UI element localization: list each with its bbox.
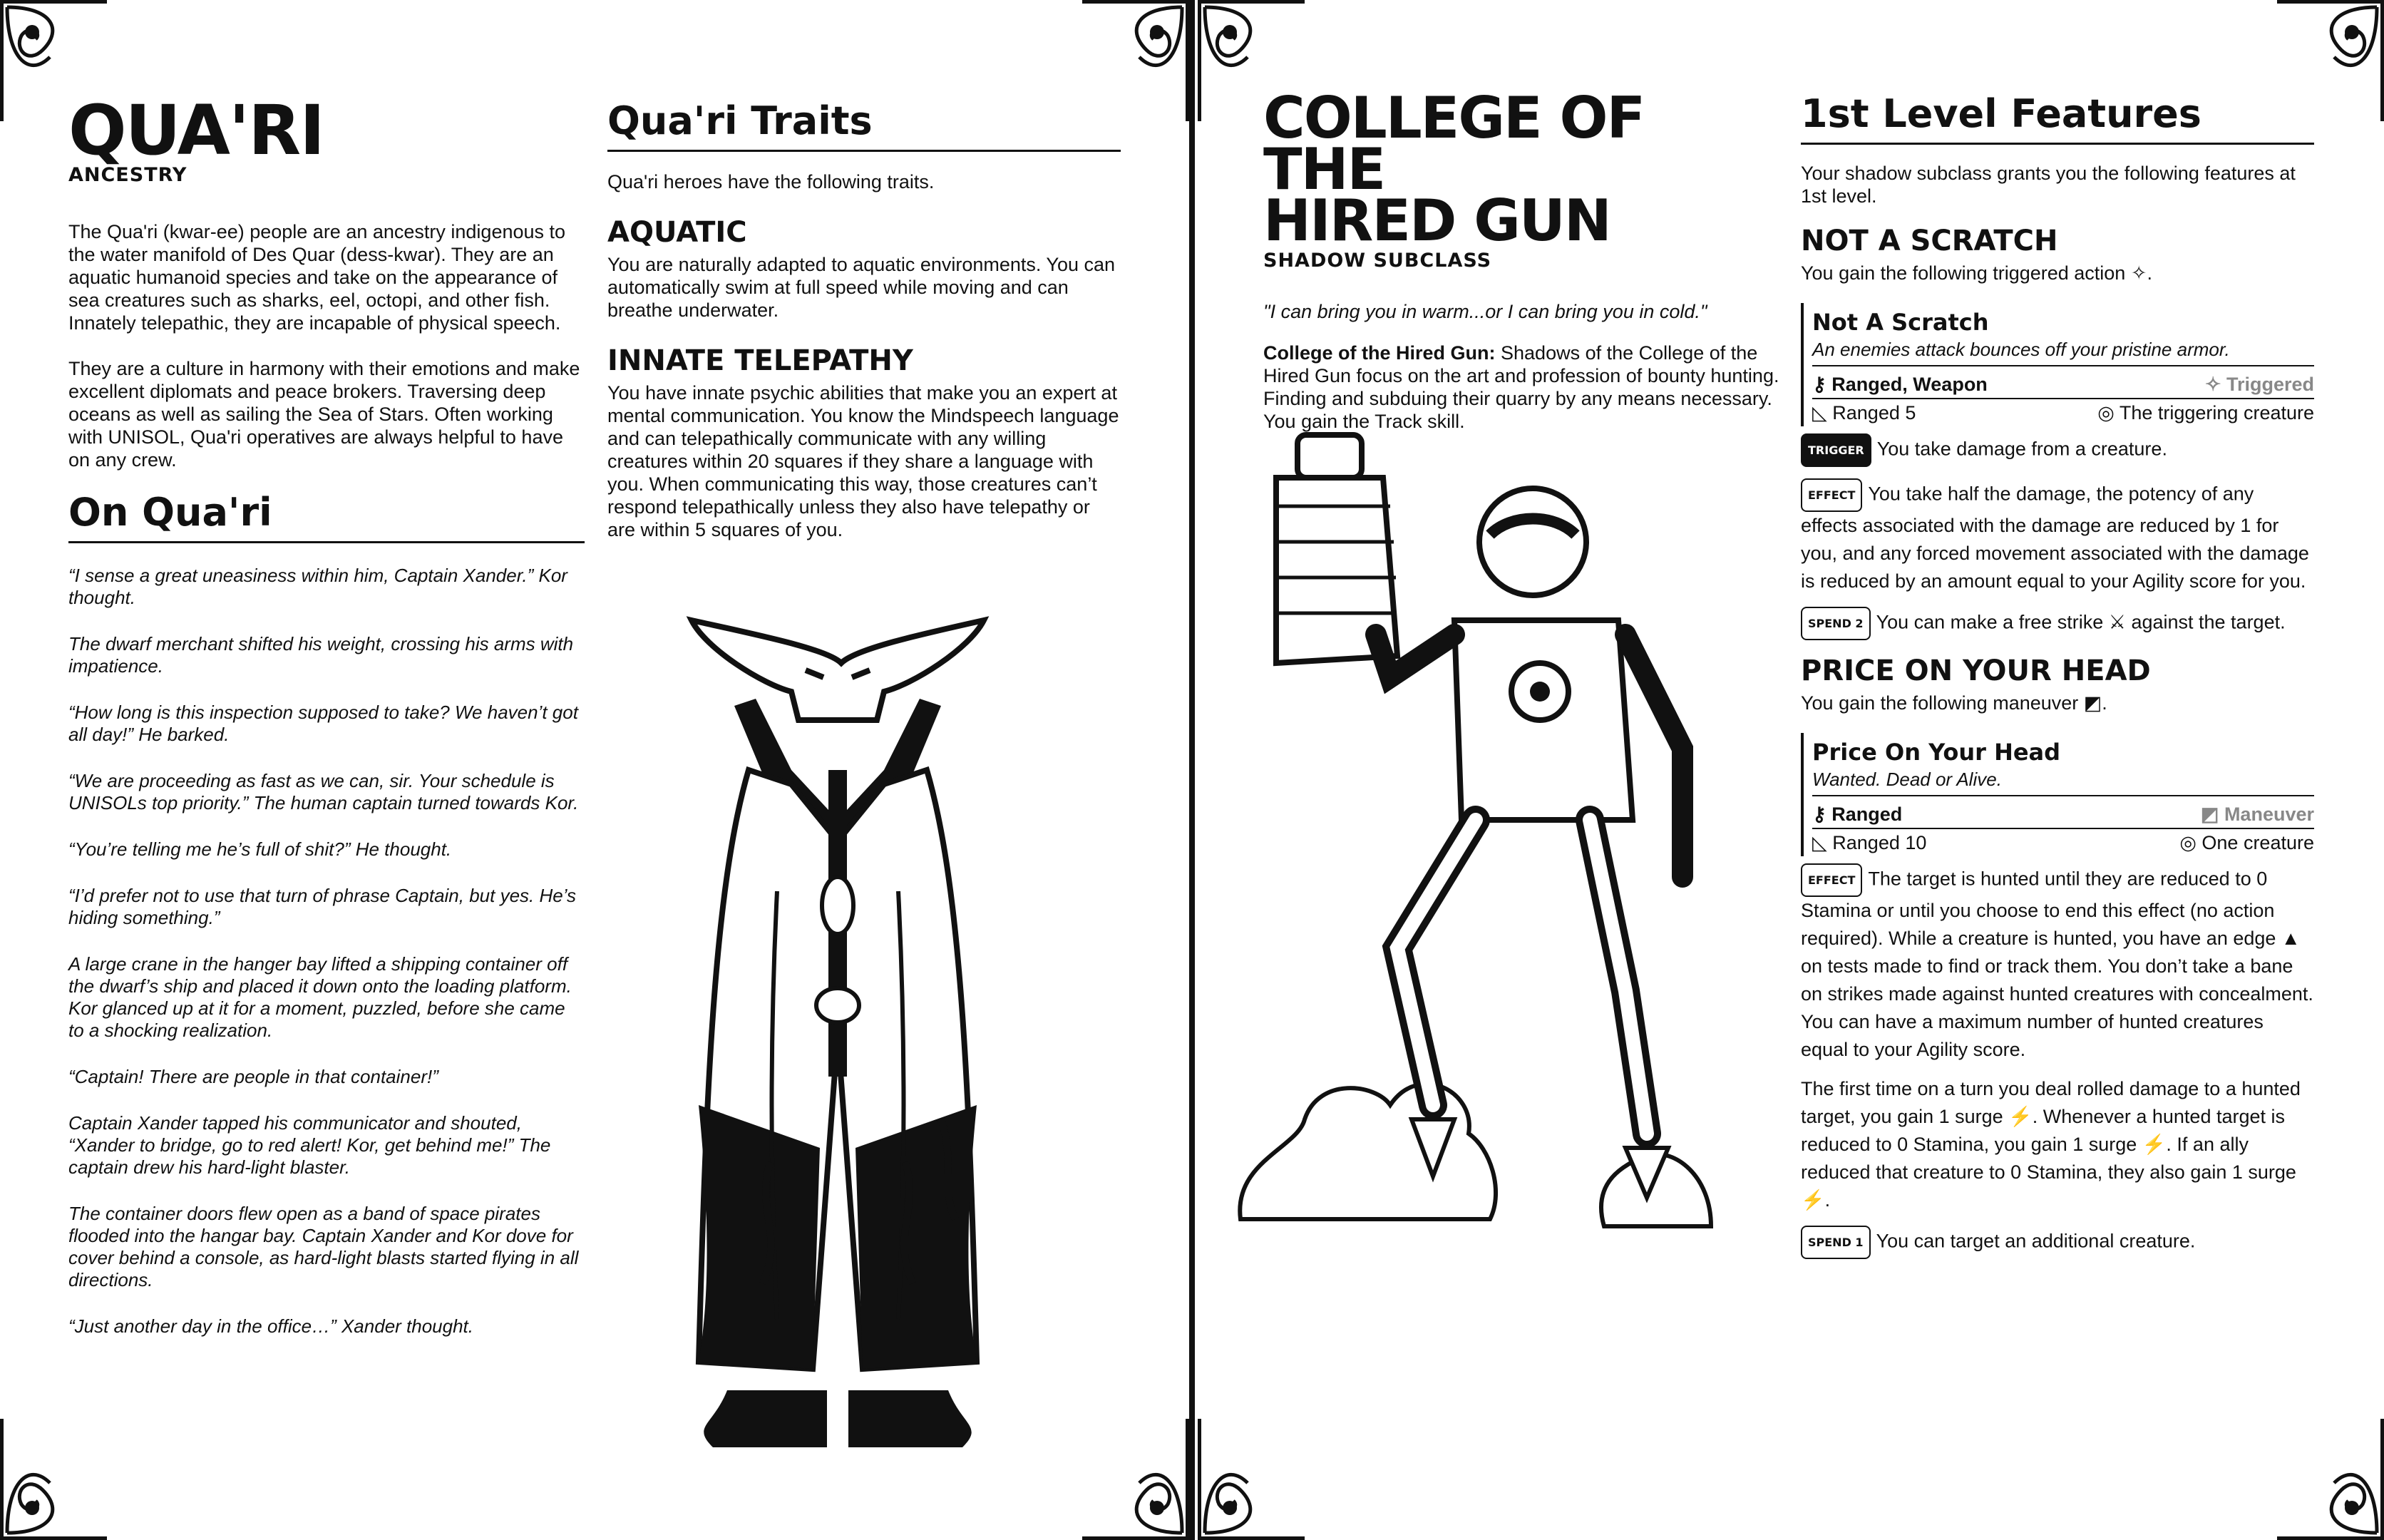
card-flavor: An enemies attack bounces off your pristine armor. [1812,339,2314,366]
story-paragraph: The container doors flew open as a band of space pirates flooded into the hangar bay. Captain Xander and Kor dove for cover behind a console, as hard-light blasts started flying in all directions. [68,1203,579,1290]
effect-text: You take half the damage, the potency of any effects associated with the damage are reduced by 1 for you, and any forced movement associated with the damage is reduced by an amount equal to your Agility score for you. [1801,483,2309,592]
quari-illustration [670,606,1005,1454]
effect-text: The target is hunted until they are reduced to 0 Stamina or until you choose to end this effect (no action required). While a creature is hunted, you have an edge ▲ on tests made to find or track them. You don’t take a bane on strikes made against hunted creatures with concealment. You can have a maximum number of hunted creatures equal to your Agility score. [1801,868,2313,1060]
card-flavor: Wanted. Dead or Alive. [1812,769,2314,796]
card-target [2097,399,2314,426]
story-paragraph: The dwarf merchant shifted his weight, crossing his arms with impatience. [68,633,574,677]
aquatic-text: You are naturally adapted to aquatic environments. You can automatically swim at full speed while moving and can breathe underwater. [607,254,1116,321]
traits-column [607,100,1121,564]
telepathy-text: You have innate psychic abilities that make you an expert at mental communication. You know the Mindspeech language and can telepathically communicate with any willing creatures within 20 squares if they share a language with you. When communicating this way, those creatures can’t respond telepathically unless they also have telepathy or are within 5 squares of you. [607,382,1119,540]
intro-paragraph-1: The Qua'ri (kwar-ee) people are an ancestry indigenous to the water manifold of Des Quar (dess-kwar). They are an aquatic humanoid species and take on the appearance of sea creatures such as sharks, eel, octopi, and other fish. Innately telepathic, they are incapable of physical speech. [68,221,566,334]
subclass-desc-lead: College of the Hired Gun: [1263,342,1496,364]
telepathy-heading: INNATE TELEPATHY [607,344,913,377]
ornate-corner-icon [2277,1419,2384,1540]
ruler-icon: ◺ [1812,402,1833,423]
subclass-column [1263,85,1784,456]
subclass-quote: "I can bring you in warm...or I can bring you in cold." [1263,301,1707,322]
subclass-desc-text: Shadows of the College of the Hired Gun focus on the art and profession of bounty hunting. Finding and subduing their quarry by any means necessary. You gain the Track skill. [1263,342,1779,432]
page-title: QUA'RI [68,91,324,170]
not-a-scratch-heading: NOT A SCRATCH [1801,225,2058,257]
key-icon: ⚷ [1812,374,1832,395]
traits-intro: Qua'ri heroes have the following traits. [607,171,935,192]
spend-text: You can target an additional creature. [1876,1230,2196,1252]
spend-text: You can make a free strike ⚔ against the target. [1876,611,2286,633]
ornate-corner-icon [1082,1419,1189,1540]
effect-tag: EFFECT [1801,478,1862,512]
price-on-your-head-heading: PRICE ON YOUR HEAD [1801,654,2151,687]
page-kicker: ANCESTRY [68,164,187,186]
card-type [2205,371,2314,398]
subclass-title-line1: COLLEGE OF THE [1263,85,1645,202]
right-page [1198,0,2384,1540]
effect-line [1801,478,2314,595]
card-target-text: One creature [2201,832,2314,853]
card-type [2201,801,2314,828]
maneuver-icon: ◩ [2200,804,2224,825]
features-column [1801,93,2314,1270]
story-paragraph: “You’re telling me he’s full of shit?” He thought. [68,838,452,860]
traits-heading: Qua'ri Traits [607,100,1121,152]
card-keyword-row [1812,801,2314,829]
target-icon: ◎ [2097,402,2120,423]
effect-line [1801,863,2314,1064]
spend-tag: SPEND 2 [1801,607,1871,640]
story-paragraph: “Captain! There are people in that container!” [68,1066,438,1087]
card-distance-text: Ranged 5 [1832,402,1916,423]
card-title: Not A Scratch [1812,309,1989,336]
card-distance-row [1812,399,2314,426]
story-paragraph: “We are proceeding as fast as we can, sir. Your schedule is UNISOLs top priority.” The human captain turned towards Kor. [68,770,579,813]
trigger-text: You take damage from a creature. [1876,438,2167,460]
target-icon: ◎ [2179,832,2202,853]
story-paragraph: A large crane in the hanger bay lifted a shipping container off the dwarf’s ship and placed it down onto the loading platform. Kor glanced up at it for a moment, puzzled, before she came to a shocking realization. [68,953,572,1041]
card-keywords [1812,801,1902,828]
card-target-text: The triggering creature [2119,402,2314,423]
card-distance-text: Ranged 10 [1832,832,1927,853]
story-paragraph: Captain Xander tapped his communicator and shouted, “Xander to bridge, go to red alert! Kor, get behind me!” The captain drew his hard-light blaster. [68,1112,551,1178]
story-paragraph: “I sense a great uneasiness within him, Captain Xander.” Kor thought. [68,565,567,608]
card-keywords-text: Ranged [1831,804,1903,825]
book-spine [1189,0,1195,1540]
spend-line [1801,1226,2314,1259]
not-a-scratch-intro: You gain the following triggered action ✧. [1801,262,2152,284]
story-paragraph: “Just another day in the office…” Xander thought. [68,1315,474,1337]
story-paragraph: “How long is this inspection supposed to take? We haven’t got all day!” He barked. [68,702,578,745]
card-keywords-text: Ranged, Weapon [1831,374,1988,395]
ornate-corner-icon [0,1419,107,1540]
price-on-your-head-intro: You gain the following maneuver ◩. [1801,692,2107,714]
card-keyword-row [1812,371,2314,399]
subclass-description [1263,342,1784,433]
features-heading: 1st Level Features [1801,93,2314,145]
spend-tag: SPEND 1 [1801,1226,1871,1259]
card-keywords [1812,371,1988,398]
card-distance [1812,829,1926,856]
features-intro: Your shadow subclass grants you the following features at 1st level. [1801,163,2296,207]
card-title: Price On Your Head [1812,739,2061,766]
ancestry-column [68,91,585,1362]
not-a-scratch-card [1801,303,2314,426]
spend-line [1801,607,2314,640]
trigger-tag: TRIGGER [1801,433,1871,467]
on-quari-heading: On Qua'ri [68,491,585,543]
card-distance-row [1812,829,2314,856]
ornate-corner-icon [1198,1419,1305,1540]
card-distance [1812,399,1916,426]
surge-paragraph: The first time on a turn you deal rolled damage to a hunted target, you gain 1 surge ⚡. Whenever a hunted target is reduced to 0 Stamina, you gain 1 surge ⚡. If an ally reduced that creature to 0 Stamina, they also gain 1 surge ⚡. [1801,1078,2301,1211]
triggered-icon: ✧ [2204,374,2226,395]
hired-gun-illustration [1219,421,1761,1241]
ruler-icon: ◺ [1812,832,1833,853]
card-type-text: Triggered [2226,374,2314,395]
aquatic-heading: AQUATIC [607,216,747,249]
effect-tag: EFFECT [1801,863,1862,897]
intro-paragraph-2: They are a culture in harmony with their emotions and make excellent diplomats and peace brokers. Traversing deep oceans as well as sailing the Sea of Stars. Often working with UNISOL, Qua'ri operatives are always helpful to have on any crew. [68,358,580,471]
trigger-line [1801,433,2314,467]
subclass-kicker: SHADOW SUBCLASS [1263,250,1492,272]
card-type-text: Maneuver [2224,804,2314,825]
story-paragraph: “I’d prefer not to use that turn of phrase Captain, but yes. He’s hiding something.” [68,885,577,928]
card-target [2179,829,2314,856]
price-on-your-head-card [1801,733,2314,856]
subclass-title-line2: HIRED GUN [1263,188,1610,254]
key-icon: ⚷ [1812,804,1832,825]
story-block [68,565,585,1338]
